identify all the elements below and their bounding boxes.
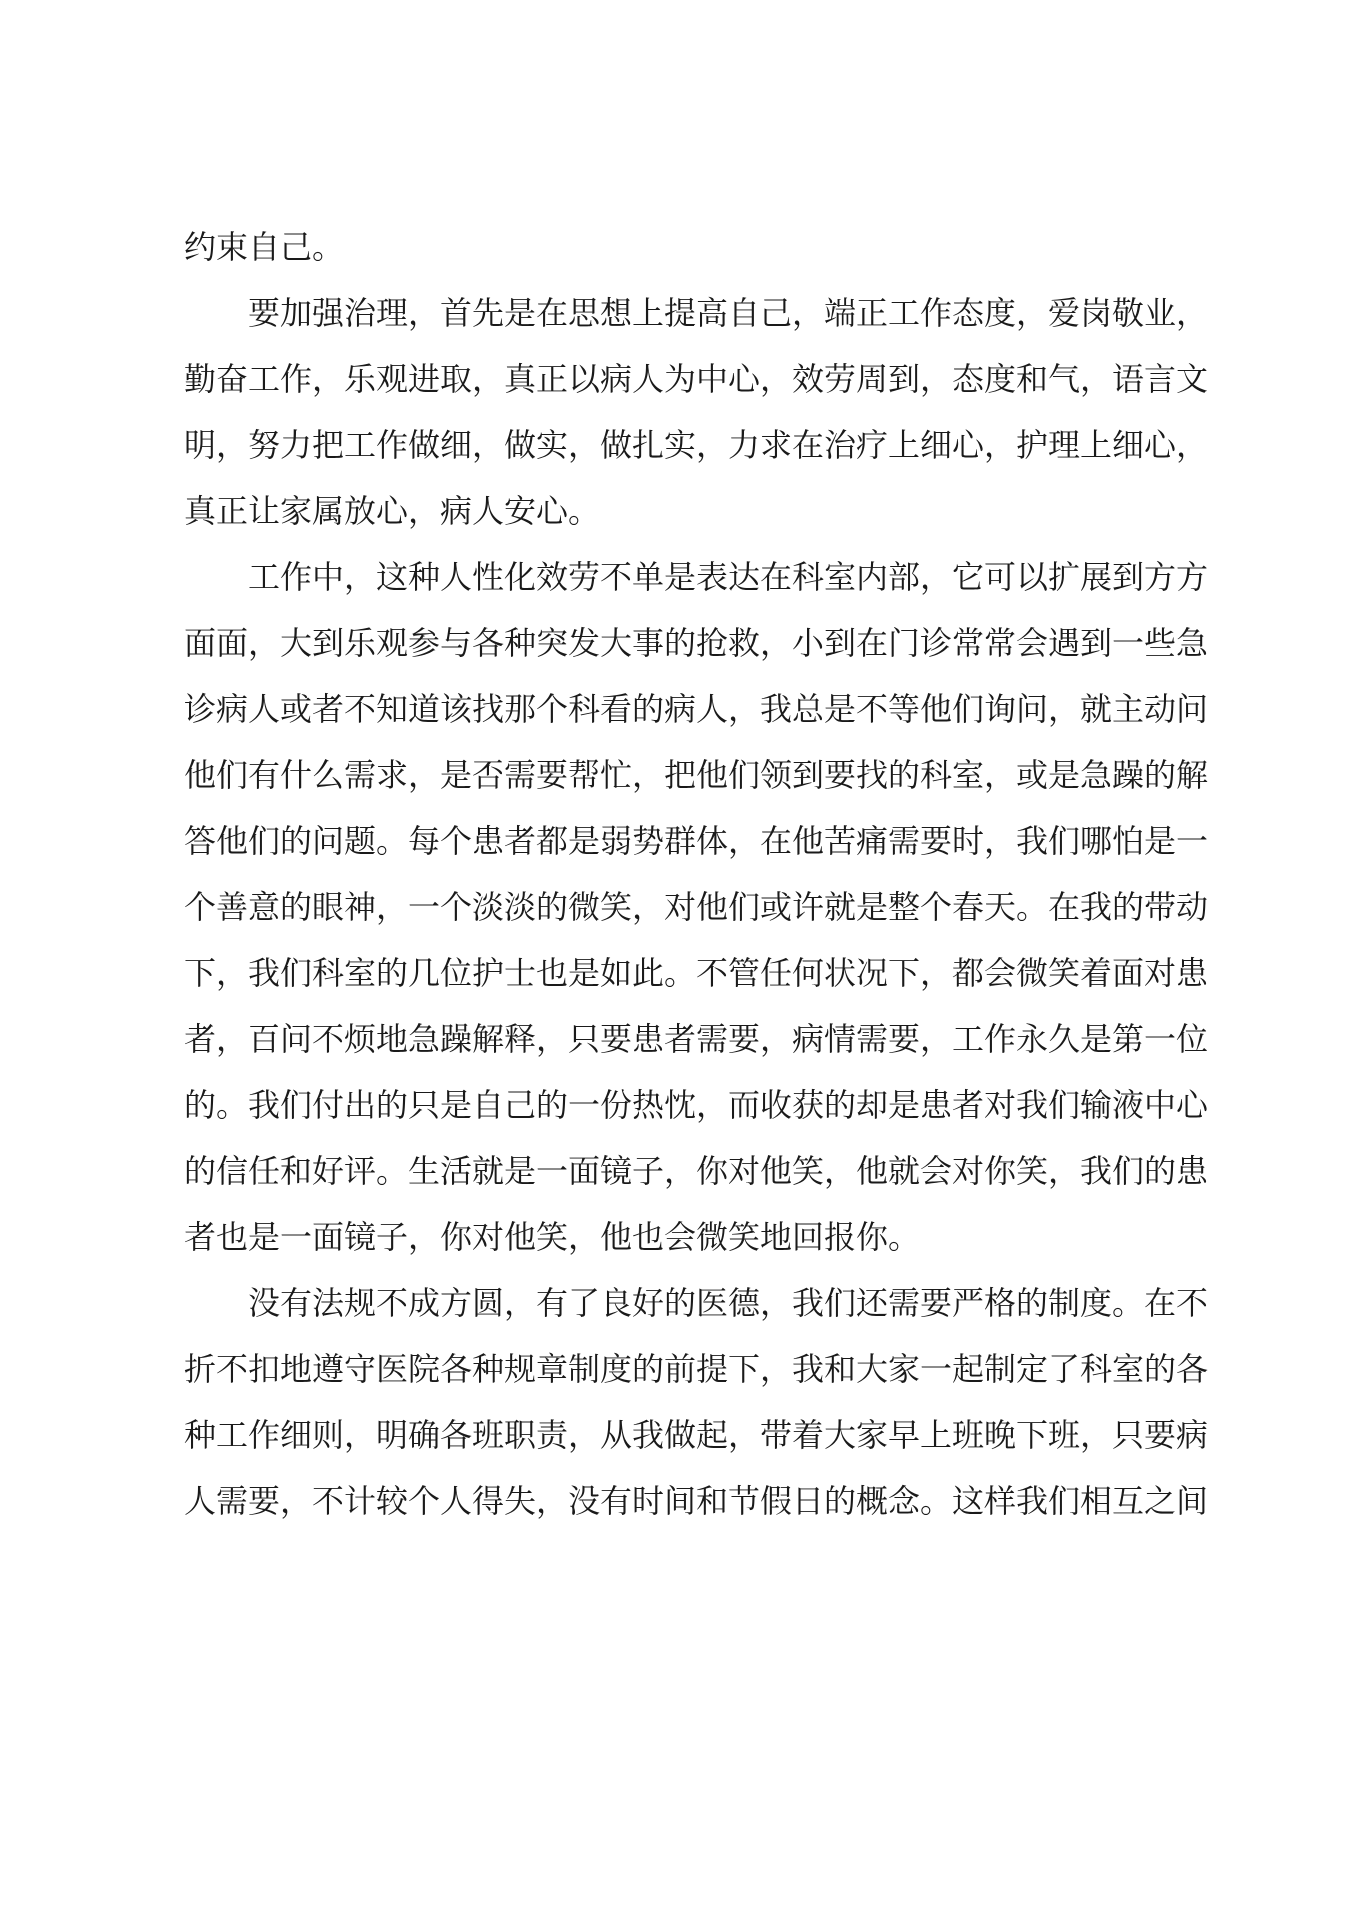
paragraph-3-line-2: 面面，大到乐观参与各种突发大事的抢救，小到在门诊常常会遇到一些急 xyxy=(184,624,1209,662)
paragraph-3-line-10: 的信任和好评。生活就是一面镜子，你对他笑，他就会对你笑，我们的患 xyxy=(184,1152,1209,1190)
paragraph-4-line-3: 种工作细则，明确各班职责，从我做起，带着大家早上班晚下班，只要病 xyxy=(184,1416,1209,1454)
paragraph-3-line-4: 他们有什么需求，是否需要帮忙，把他们领到要找的科室，或是急躁的解 xyxy=(184,756,1209,794)
paragraph-3-line-11: 者也是一面镜子，你对他笑，他也会微笑地回报你。 xyxy=(184,1218,921,1256)
paragraph-2-line-3: 明，努力把工作做细，做实，做扎实，力求在治疗上细心，护理上细心， xyxy=(184,426,1209,464)
paragraph-2-line-4: 真正让家属放心，病人安心。 xyxy=(184,492,601,530)
paragraph-3-line-7: 下，我们科室的几位护士也是如此。不管任何状况下，都会微笑着面对患 xyxy=(184,954,1209,992)
paragraph-3-line-9: 的。我们付出的只是自己的一份热忱，而收获的却是患者对我们输液中心 xyxy=(184,1086,1209,1124)
paragraph-3-line-5: 答他们的问题。每个患者都是弱势群体，在他苦痛需要时，我们哪怕是一 xyxy=(184,822,1209,860)
paragraph-4-line-1: 没有法规不成方圆，有了良好的医德，我们还需要严格的制度。在不 xyxy=(248,1284,1209,1322)
paragraph-3-line-8: 者，百问不烦地急躁解释，只要患者需要，病情需要，工作永久是第一位 xyxy=(184,1020,1209,1058)
paragraph-4-line-4: 人需要，不计较个人得失，没有时间和节假日的概念。这样我们相互之间 xyxy=(184,1482,1209,1520)
paragraph-2-line-2: 勤奋工作，乐观进取，真正以病人为中心，效劳周到，态度和气，语言文 xyxy=(184,360,1209,398)
paragraph-2-line-1: 要加强治理，首先是在思想上提高自己，端正工作态度，爱岗敬业， xyxy=(248,294,1209,332)
paragraph-3-line-3: 诊病人或者不知道该找那个科看的病人，我总是不等他们询问，就主动问 xyxy=(184,690,1209,728)
paragraph-3-line-1: 工作中，这种人性化效劳不单是表达在科室内部，它可以扩展到方方 xyxy=(248,558,1209,596)
paragraph-4-line-2: 折不扣地遵守医院各种规章制度的前提下，我和大家一起制定了科室的各 xyxy=(184,1350,1209,1388)
paragraph-3-line-6: 个善意的眼神，一个淡淡的微笑，对他们或许就是整个春天。在我的带动 xyxy=(184,888,1209,926)
document-body xyxy=(184,214,1209,1534)
paragraph-1-line-1: 约束自己。 xyxy=(184,228,345,266)
